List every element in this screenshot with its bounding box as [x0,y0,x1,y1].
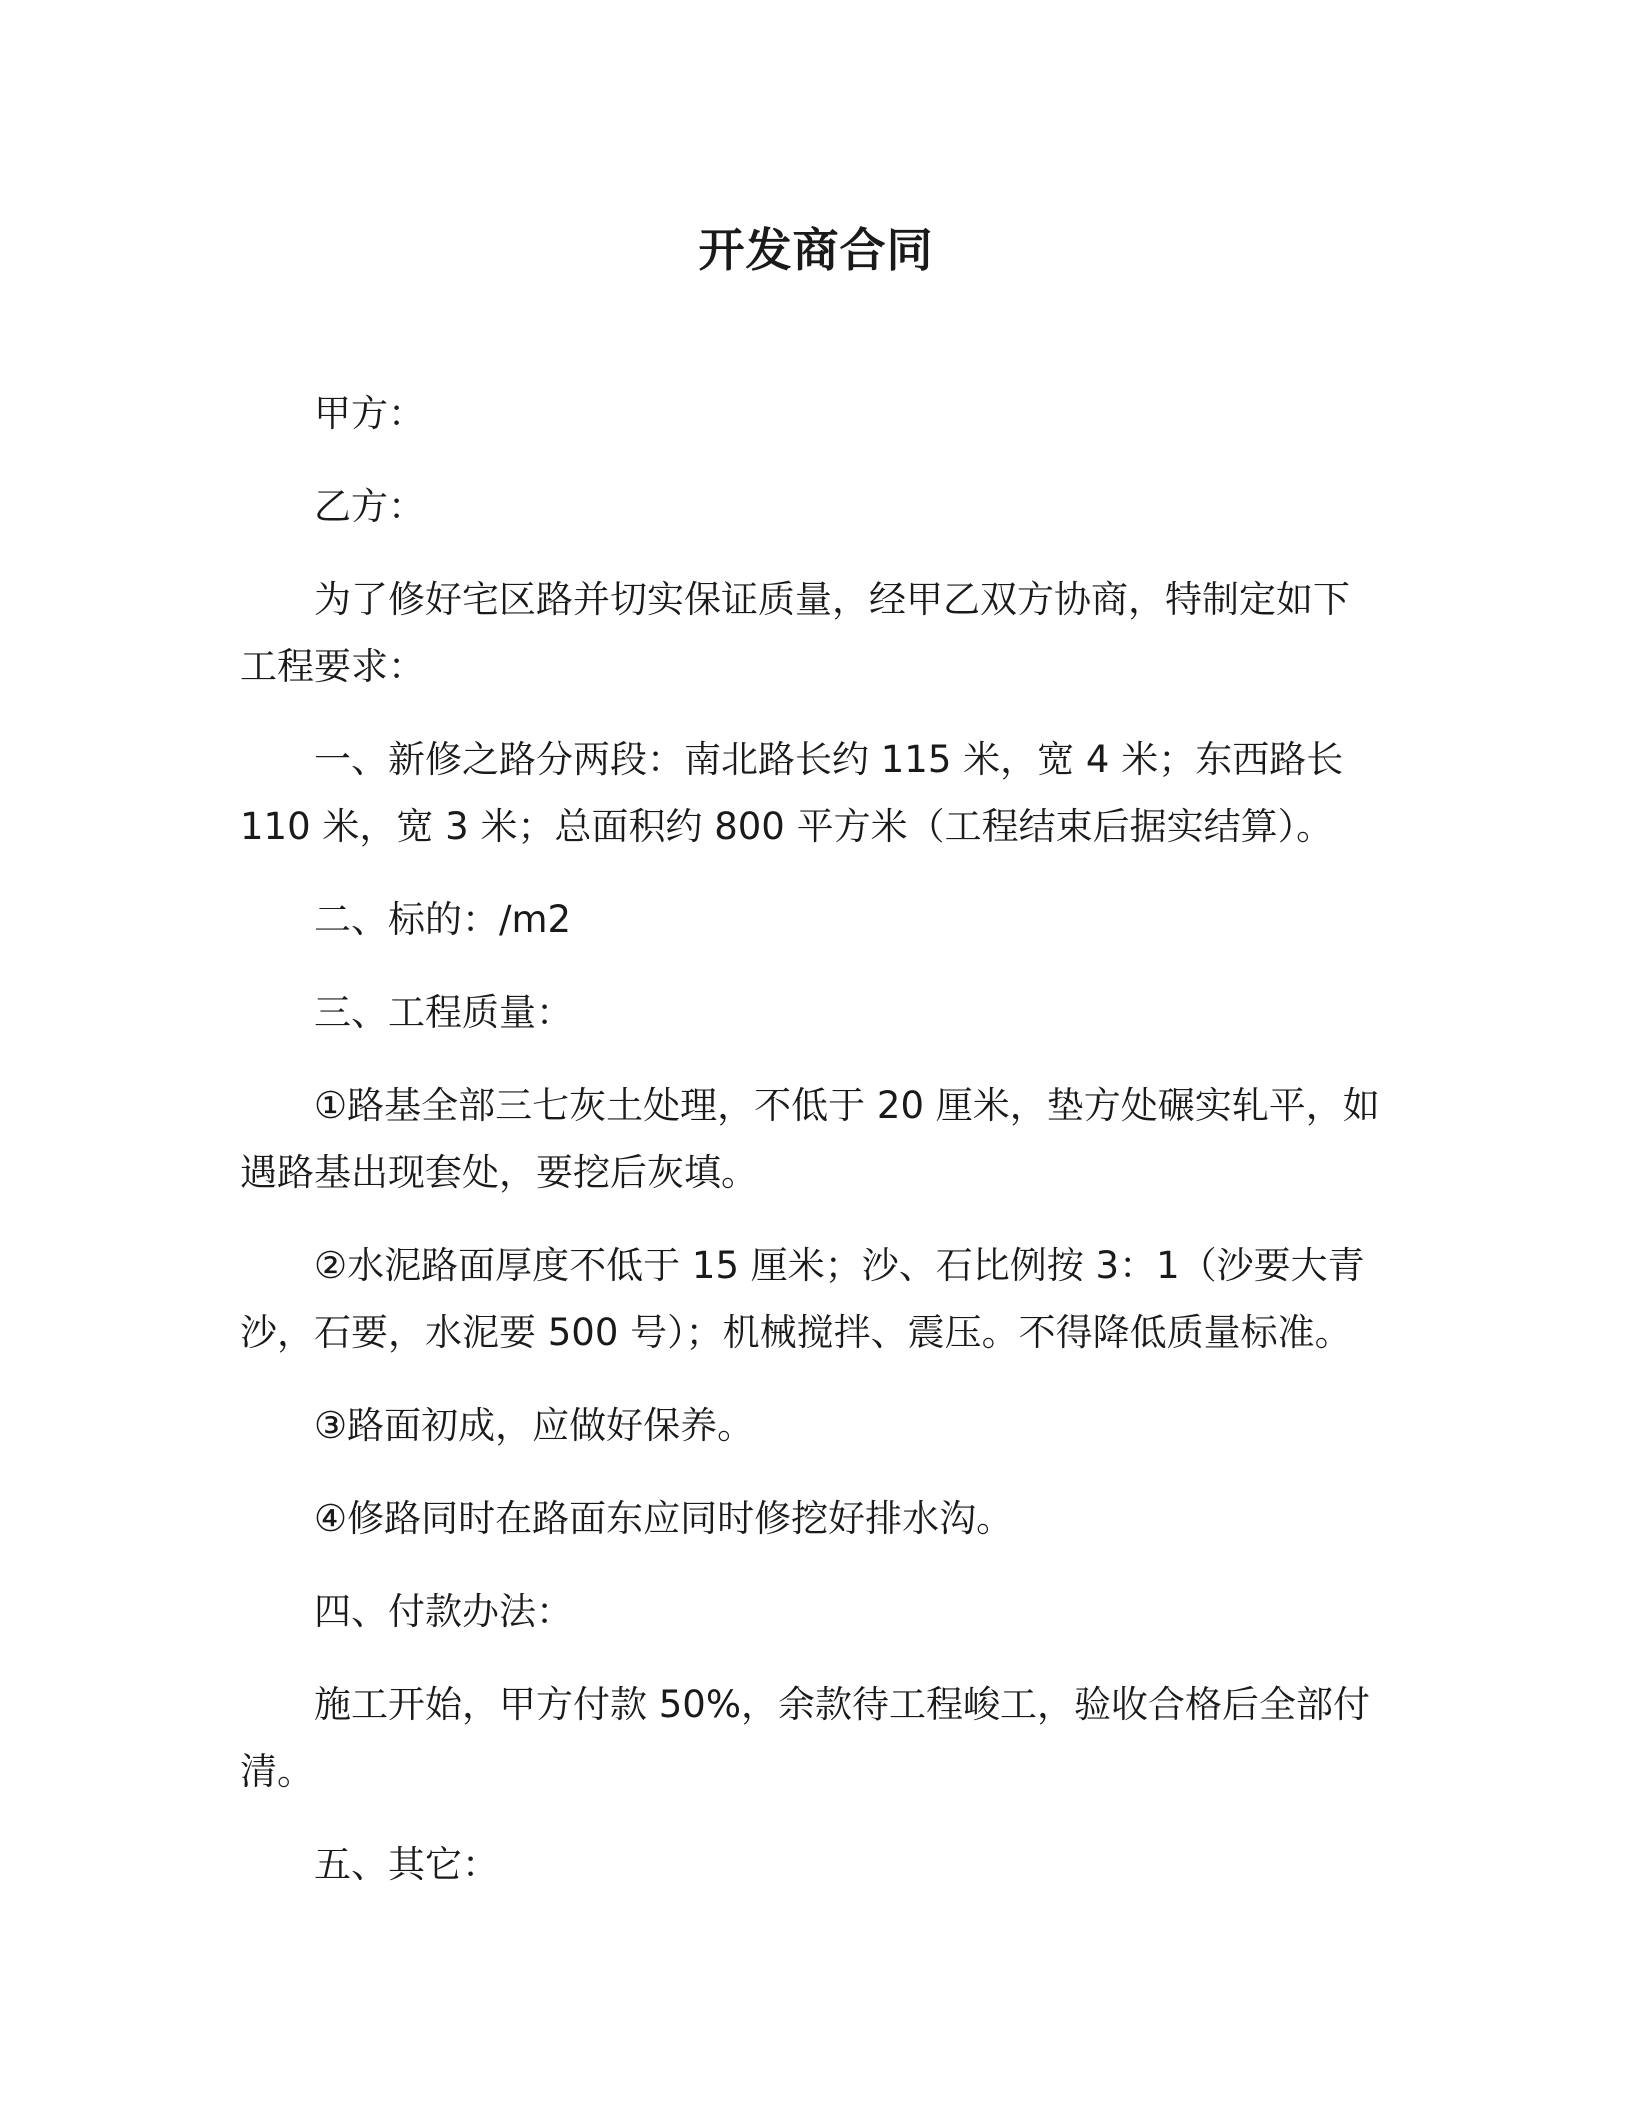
document-title: 开发商合同 [698,223,934,277]
document-body [240,380,1380,1924]
section-2-subject: 二、标的：/m2 [314,898,572,941]
quality-item-1: ①路基全部三七灰土处理，不低于 20 厘米，垫方处碾实轧平，如遇路基出现套处，要挖后灰填。 [240,1084,1380,1194]
quality-item-3: ③路面初成，应做好保养。 [314,1404,755,1447]
section-5-heading: 五、其它： [314,1843,499,1886]
section-3-heading: 三、工程质量： [314,991,573,1034]
section-4-heading: 四、付款办法： [314,1590,573,1633]
party-a-line: 甲方： [314,392,425,435]
party-b-line: 乙方： [314,485,425,528]
quality-item-4: ④修路同时在路面东应同时修挖好排水沟。 [314,1497,1014,1540]
section-1-road-dimensions: 一、新修之路分两段：南北路长约 115 米，宽 4 米；东西路长 110 米，宽 3 米；总面积约 800 平方米（工程结束后据实结算）。 [240,738,1344,848]
intro-paragraph: 为了修好宅区路并切实保证质量，经甲乙双方协商，特制定如下工程要求： [240,578,1350,688]
quality-item-2: ②水泥路面厚度不低于 15 厘米；沙、石比例按 3：1（沙要大青沙，石要，水泥要 500 号）；机械搅拌、震压。不得降低质量标准。 [240,1244,1365,1354]
payment-paragraph: 施工开始，甲方付款 50%，余款待工程峻工，验收合格后全部付清。 [240,1683,1370,1793]
